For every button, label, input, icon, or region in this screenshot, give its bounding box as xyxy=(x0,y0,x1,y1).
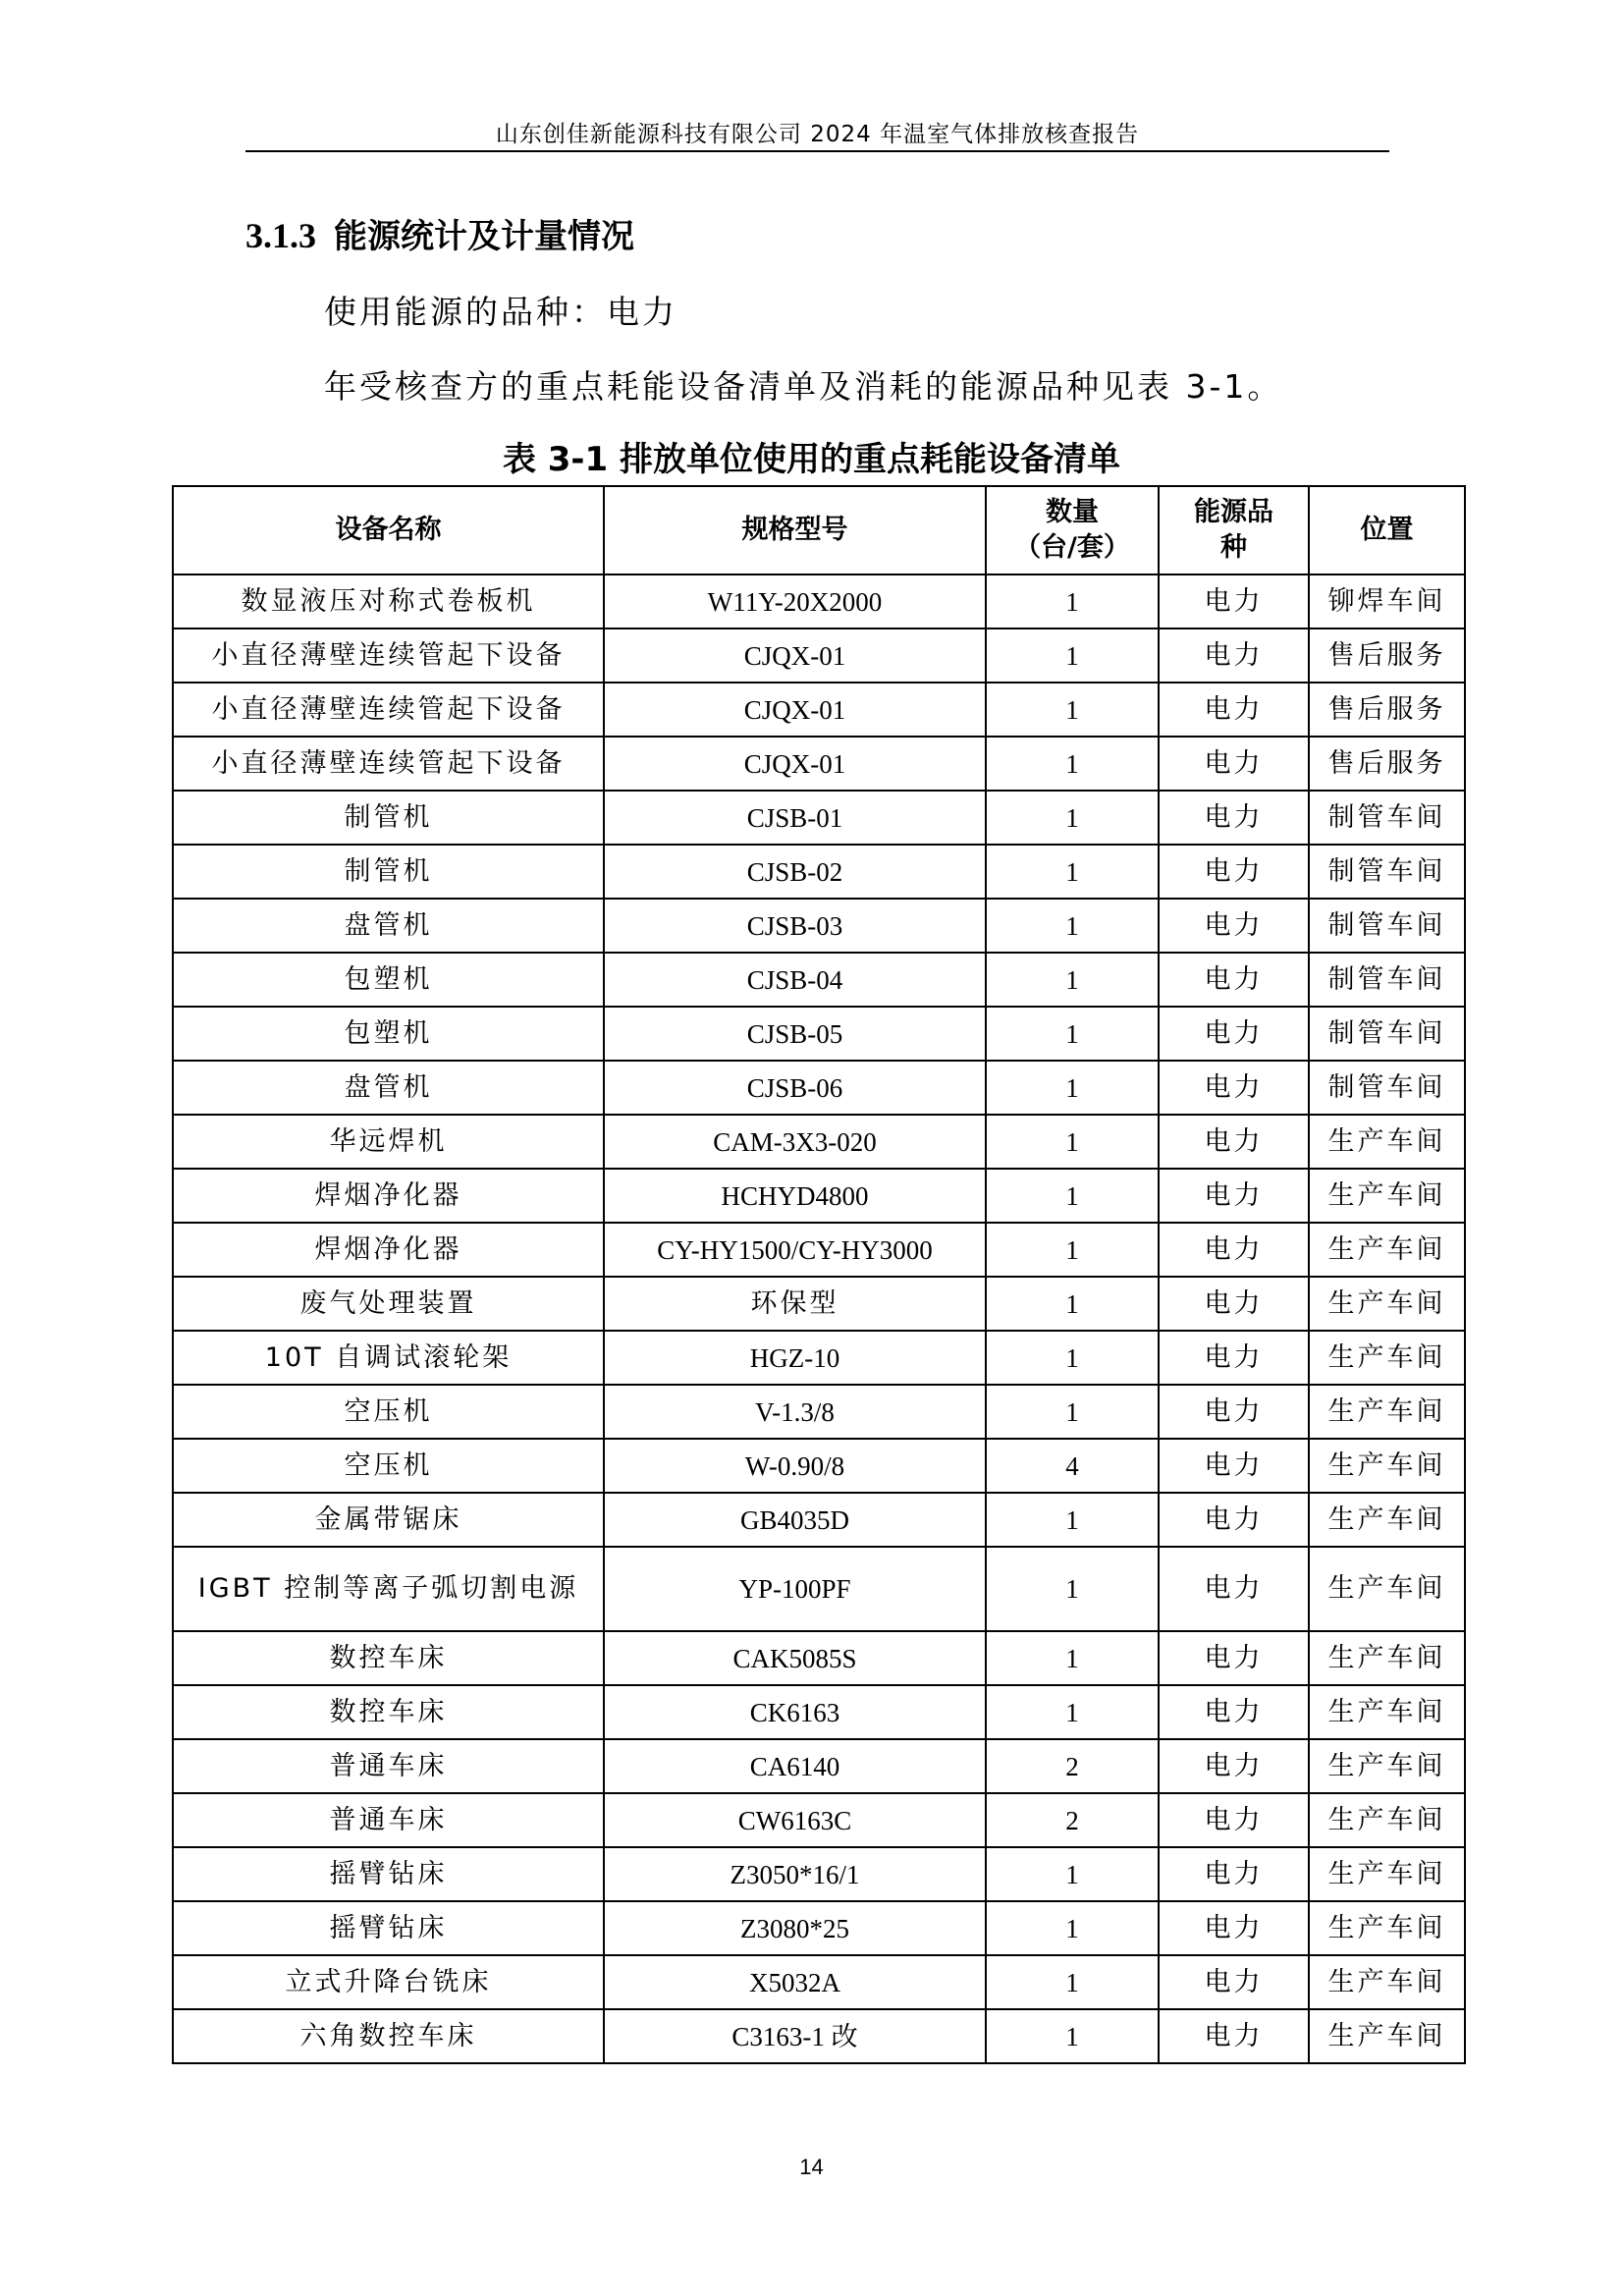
table-caption: 表 3-1 排放单位使用的重点耗能设备清单 xyxy=(502,440,1121,479)
table-row xyxy=(173,845,1465,899)
header-rule xyxy=(245,150,1389,152)
cell-model: CK6163 xyxy=(604,1685,986,1739)
table-row xyxy=(173,1847,1465,1901)
cell-equipment-name: 金属带锯床 xyxy=(173,1493,604,1547)
cell-location: 生产车间 xyxy=(1309,1901,1465,1955)
table-row xyxy=(173,1331,1465,1385)
column-header-energy-line2: 种 xyxy=(1220,532,1247,563)
cell-energy-type: 电力 xyxy=(1159,1847,1309,1901)
cell-quantity: 1 xyxy=(986,1223,1159,1277)
cell-quantity: 1 xyxy=(986,845,1159,899)
cell-location: 售后服务 xyxy=(1309,683,1465,737)
cell-model: CAM-3X3-020 xyxy=(604,1115,986,1169)
section-number: 3.1.3 xyxy=(245,216,316,255)
table-row xyxy=(173,1439,1465,1493)
cell-location: 生产车间 xyxy=(1309,1493,1465,1547)
cell-location: 生产车间 xyxy=(1309,1331,1465,1385)
table-row xyxy=(173,1955,1465,2009)
table-row xyxy=(173,574,1465,629)
table-row xyxy=(173,1061,1465,1115)
cell-location: 生产车间 xyxy=(1309,1439,1465,1493)
cell-quantity: 1 xyxy=(986,1631,1159,1685)
cell-location: 生产车间 xyxy=(1309,1547,1465,1631)
column-header-model: 规格型号 xyxy=(604,486,986,574)
cell-location: 生产车间 xyxy=(1309,1685,1465,1739)
cell-equipment-name: 小直径薄壁连续管起下设备 xyxy=(173,737,604,791)
table-row xyxy=(173,1169,1465,1223)
cell-model: CJSB-05 xyxy=(604,1007,986,1061)
cell-model: HCHYD4800 xyxy=(604,1169,986,1223)
cell-model: GB4035D xyxy=(604,1493,986,1547)
cell-quantity: 1 xyxy=(986,737,1159,791)
cell-location: 生产车间 xyxy=(1309,1847,1465,1901)
table-row xyxy=(173,1493,1465,1547)
cell-model: CJSB-02 xyxy=(604,845,986,899)
column-header-location: 位置 xyxy=(1309,486,1465,574)
cell-equipment-name: 数显液压对称式卷板机 xyxy=(173,574,604,629)
cell-energy-type: 电力 xyxy=(1159,683,1309,737)
table-row xyxy=(173,1739,1465,1793)
cell-quantity: 1 xyxy=(986,1493,1159,1547)
table-row xyxy=(173,899,1465,953)
cell-equipment-name: 废气处理装置 xyxy=(173,1277,604,1331)
cell-energy-type: 电力 xyxy=(1159,1901,1309,1955)
cell-equipment-name: 制管机 xyxy=(173,791,604,845)
cell-energy-type: 电力 xyxy=(1159,1439,1309,1493)
cell-quantity: 1 xyxy=(986,1685,1159,1739)
cell-quantity: 1 xyxy=(986,1547,1159,1631)
cell-quantity: 4 xyxy=(986,1439,1159,1493)
page-header: 山东创佳新能源科技有限公司 2024 年温室气体排放核查报告 xyxy=(495,122,1140,147)
cell-energy-type: 电力 xyxy=(1159,629,1309,683)
cell-location: 生产车间 xyxy=(1309,1385,1465,1439)
cell-model: CJQX-01 xyxy=(604,737,986,791)
cell-location: 制管车间 xyxy=(1309,845,1465,899)
cell-quantity: 1 xyxy=(986,2009,1159,2063)
cell-equipment-name: 数控车床 xyxy=(173,1685,604,1739)
table-row xyxy=(173,629,1465,683)
cell-energy-type: 电力 xyxy=(1159,574,1309,629)
cell-energy-type: 电力 xyxy=(1159,1685,1309,1739)
cell-quantity: 1 xyxy=(986,1007,1159,1061)
cell-location: 制管车间 xyxy=(1309,1061,1465,1115)
cell-location: 生产车间 xyxy=(1309,1115,1465,1169)
table-row xyxy=(173,953,1465,1007)
table-row xyxy=(173,737,1465,791)
cell-energy-type: 电力 xyxy=(1159,1385,1309,1439)
cell-energy-type: 电力 xyxy=(1159,845,1309,899)
cell-location: 制管车间 xyxy=(1309,1007,1465,1061)
cell-equipment-name: 华远焊机 xyxy=(173,1115,604,1169)
cell-model: C3163-1 改 xyxy=(604,2009,986,2063)
cell-location: 生产车间 xyxy=(1309,1739,1465,1793)
table-row xyxy=(173,1115,1465,1169)
table-row xyxy=(173,2009,1465,2063)
section-heading xyxy=(245,209,634,257)
cell-model: X5032A xyxy=(604,1955,986,2009)
cell-energy-type: 电力 xyxy=(1159,737,1309,791)
cell-quantity: 1 xyxy=(986,629,1159,683)
cell-energy-type: 电力 xyxy=(1159,1223,1309,1277)
energy-type-paragraph: 使用能源的品种：电力 xyxy=(324,293,677,331)
cell-location: 生产车间 xyxy=(1309,1793,1465,1847)
cell-location: 售后服务 xyxy=(1309,737,1465,791)
column-header-quantity-line2: （台/套） xyxy=(1014,532,1130,563)
cell-equipment-name: 空压机 xyxy=(173,1385,604,1439)
table-row xyxy=(173,1385,1465,1439)
cell-quantity: 1 xyxy=(986,899,1159,953)
cell-equipment-name: 摇臂钻床 xyxy=(173,1901,604,1955)
cell-model: CJQX-01 xyxy=(604,629,986,683)
cell-equipment-name: 空压机 xyxy=(173,1439,604,1493)
cell-location: 生产车间 xyxy=(1309,2009,1465,2063)
table-row xyxy=(173,1631,1465,1685)
cell-quantity: 1 xyxy=(986,953,1159,1007)
cell-quantity: 1 xyxy=(986,1847,1159,1901)
cell-quantity: 1 xyxy=(986,1061,1159,1115)
cell-equipment-name: 焊烟净化器 xyxy=(173,1169,604,1223)
table-row xyxy=(173,1901,1465,1955)
cell-quantity: 1 xyxy=(986,1901,1159,1955)
cell-model: CJSB-01 xyxy=(604,791,986,845)
cell-energy-type: 电力 xyxy=(1159,2009,1309,2063)
cell-equipment-name: 普通车床 xyxy=(173,1739,604,1793)
cell-equipment-name: 数控车床 xyxy=(173,1631,604,1685)
cell-quantity: 1 xyxy=(986,683,1159,737)
cell-model: 环保型 xyxy=(604,1277,986,1331)
table-row xyxy=(173,1793,1465,1847)
table-row xyxy=(173,1223,1465,1277)
cell-location: 制管车间 xyxy=(1309,953,1465,1007)
cell-equipment-name: 盘管机 xyxy=(173,899,604,953)
cell-quantity: 1 xyxy=(986,1277,1159,1331)
cell-location: 生产车间 xyxy=(1309,1955,1465,2009)
cell-equipment-name: IGBT 控制等离子弧切割电源 xyxy=(173,1547,604,1631)
cell-model: CJSB-04 xyxy=(604,953,986,1007)
cell-location: 生产车间 xyxy=(1309,1223,1465,1277)
cell-location: 售后服务 xyxy=(1309,629,1465,683)
cell-quantity: 1 xyxy=(986,574,1159,629)
cell-energy-type: 电力 xyxy=(1159,1115,1309,1169)
table-row xyxy=(173,683,1465,737)
cell-energy-type: 电力 xyxy=(1159,1007,1309,1061)
cell-energy-type: 电力 xyxy=(1159,1493,1309,1547)
cell-equipment-name: 立式升降台铣床 xyxy=(173,1955,604,2009)
cell-equipment-name: 六角数控车床 xyxy=(173,2009,604,2063)
cell-equipment-name: 包塑机 xyxy=(173,953,604,1007)
cell-model: CA6140 xyxy=(604,1739,986,1793)
cell-quantity: 1 xyxy=(986,1385,1159,1439)
equipment-table xyxy=(172,485,1466,2064)
cell-model: Z3050*16/1 xyxy=(604,1847,986,1901)
table-row xyxy=(173,791,1465,845)
cell-location: 制管车间 xyxy=(1309,791,1465,845)
cell-model: V-1.3/8 xyxy=(604,1385,986,1439)
cell-model: Z3080*25 xyxy=(604,1901,986,1955)
cell-equipment-name: 普通车床 xyxy=(173,1793,604,1847)
cell-model: W-0.90/8 xyxy=(604,1439,986,1493)
table-row xyxy=(173,1547,1465,1631)
cell-model: CJQX-01 xyxy=(604,683,986,737)
cell-energy-type: 电力 xyxy=(1159,1631,1309,1685)
cell-equipment-name: 小直径薄壁连续管起下设备 xyxy=(173,629,604,683)
cell-equipment-name: 小直径薄壁连续管起下设备 xyxy=(173,683,604,737)
table-header-row xyxy=(173,486,1465,574)
cell-quantity: 1 xyxy=(986,1331,1159,1385)
column-header-name: 设备名称 xyxy=(173,486,604,574)
column-header-energy xyxy=(1159,486,1309,574)
cell-model: CJSB-06 xyxy=(604,1061,986,1115)
cell-equipment-name: 盘管机 xyxy=(173,1061,604,1115)
cell-energy-type: 电力 xyxy=(1159,899,1309,953)
cell-location: 生产车间 xyxy=(1309,1277,1465,1331)
cell-quantity: 1 xyxy=(986,1169,1159,1223)
cell-energy-type: 电力 xyxy=(1159,1277,1309,1331)
cell-model: YP-100PF xyxy=(604,1547,986,1631)
cell-quantity: 2 xyxy=(986,1739,1159,1793)
cell-quantity: 1 xyxy=(986,1955,1159,2009)
cell-equipment-name: 制管机 xyxy=(173,845,604,899)
cell-energy-type: 电力 xyxy=(1159,1547,1309,1631)
table-row xyxy=(173,1685,1465,1739)
cell-model: CY-HY1500/CY-HY3000 xyxy=(604,1223,986,1277)
cell-energy-type: 电力 xyxy=(1159,1955,1309,2009)
cell-equipment-name: 10T 自调试滚轮架 xyxy=(173,1331,604,1385)
table-row xyxy=(173,1277,1465,1331)
column-header-energy-line1: 能源品 xyxy=(1194,497,1273,527)
cell-model: HGZ-10 xyxy=(604,1331,986,1385)
page-number: 14 xyxy=(799,2155,824,2179)
cell-energy-type: 电力 xyxy=(1159,1739,1309,1793)
cell-quantity: 1 xyxy=(986,791,1159,845)
cell-energy-type: 电力 xyxy=(1159,1331,1309,1385)
cell-location: 生产车间 xyxy=(1309,1631,1465,1685)
cell-model: CAK5085S xyxy=(604,1631,986,1685)
section-title: 能源统计及计量情况 xyxy=(334,217,634,256)
cell-energy-type: 电力 xyxy=(1159,953,1309,1007)
cell-equipment-name: 焊烟净化器 xyxy=(173,1223,604,1277)
equipment-intro-paragraph: 年受核查方的重点耗能设备清单及消耗的能源品种见表 3-1。 xyxy=(324,367,1283,406)
cell-location: 制管车间 xyxy=(1309,899,1465,953)
table-row xyxy=(173,1007,1465,1061)
cell-energy-type: 电力 xyxy=(1159,1793,1309,1847)
cell-equipment-name: 包塑机 xyxy=(173,1007,604,1061)
cell-energy-type: 电力 xyxy=(1159,1061,1309,1115)
column-header-quantity xyxy=(986,486,1159,574)
cell-quantity: 2 xyxy=(986,1793,1159,1847)
cell-model: W11Y-20X2000 xyxy=(604,574,986,629)
cell-location: 铆焊车间 xyxy=(1309,574,1465,629)
cell-quantity: 1 xyxy=(986,1115,1159,1169)
cell-energy-type: 电力 xyxy=(1159,791,1309,845)
column-header-quantity-line1: 数量 xyxy=(1046,497,1099,527)
cell-equipment-name: 摇臂钻床 xyxy=(173,1847,604,1901)
cell-location: 生产车间 xyxy=(1309,1169,1465,1223)
cell-energy-type: 电力 xyxy=(1159,1169,1309,1223)
cell-model: CJSB-03 xyxy=(604,899,986,953)
table-body xyxy=(173,574,1465,2063)
cell-model: CW6163C xyxy=(604,1793,986,1847)
